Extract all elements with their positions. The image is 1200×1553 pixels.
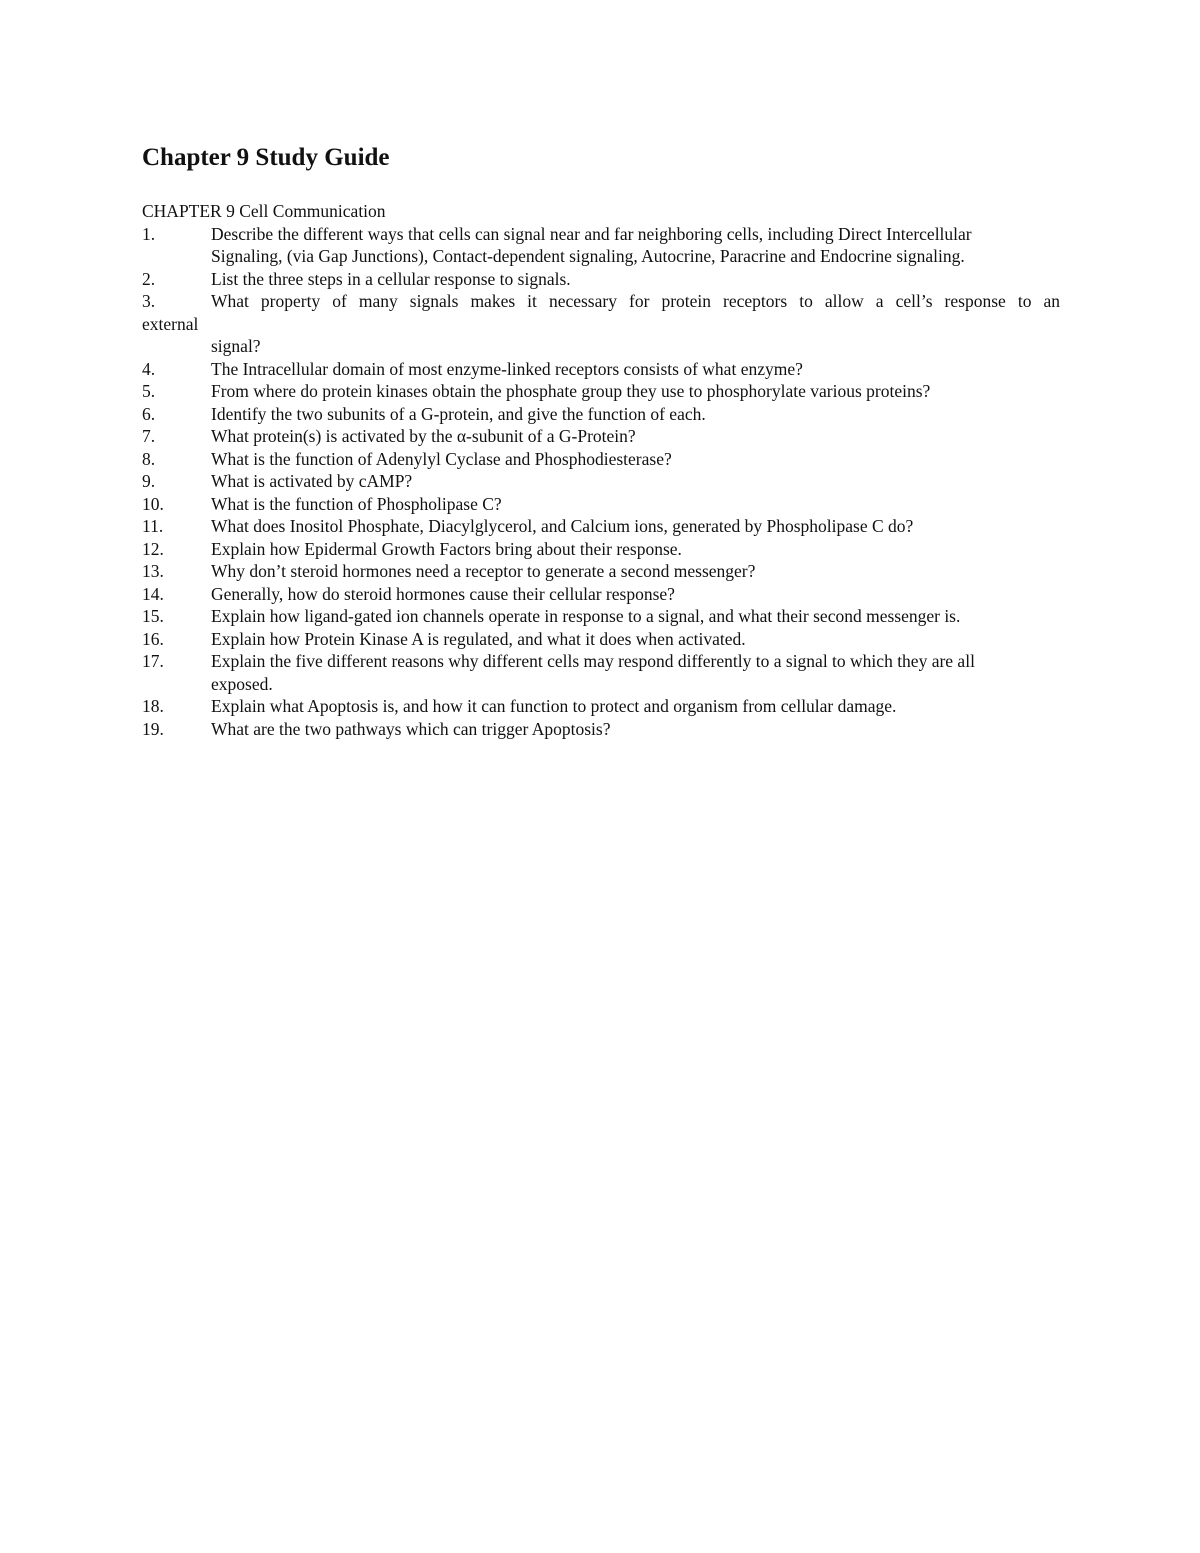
question-item-10 (142, 493, 1060, 516)
question-number: 18. (142, 696, 164, 716)
question-item-18 (142, 695, 1060, 718)
question-text: List the three steps in a cellular response to signals. (211, 268, 571, 289)
question-text: What does Inositol Phosphate, Diacylglycerol, and Calcium ions, generated by Phospholipase C do? (211, 516, 914, 536)
question-number: 8. (142, 448, 156, 469)
question-list (142, 223, 1060, 741)
question-item-3 (142, 290, 1060, 358)
question-text: Explain how ligand-gated ion channels operate in response to a signal, and what their second messenger is. (211, 606, 961, 626)
question-text: What protein(s) is activated by the α-subunit of a G-Protein? (211, 426, 636, 446)
question-number: 10. (142, 493, 164, 514)
question-item-1 (142, 223, 1060, 268)
question-number: 15. (142, 606, 164, 626)
question-item-15 (142, 605, 1060, 628)
question-text: The Intracellular domain of most enzyme-linked receptors consists of what enzyme? (211, 358, 803, 379)
question-text: What are the two pathways which can trigger Apoptosis? (211, 718, 611, 739)
question-number: 13. (142, 561, 164, 581)
question-number: 11. (142, 516, 164, 536)
question-text: Explain how Epidermal Growth Factors bring about their response. (211, 538, 682, 559)
question-item-16 (142, 628, 1060, 651)
question-number: 17. (142, 651, 164, 671)
question-item-19 (142, 718, 1060, 741)
question-text: Why don’t steroid hormones need a receptor to generate a second messenger? (211, 561, 756, 581)
question-text: What property of many signals makes it necessary for protein receptors to allow a cell’s response to an (211, 291, 1060, 311)
question-number: 14. (142, 583, 164, 604)
question-number: 5. (142, 381, 156, 401)
question-number: 1. (142, 223, 156, 244)
question-text: Explain how Protein Kinase A is regulated, and what it does when activated. (211, 628, 746, 649)
question-text: What is the function of Adenylyl Cyclase and Phosphodiesterase? (211, 448, 672, 469)
question-text-wrap: external (142, 313, 199, 334)
question-text: From where do protein kinases obtain the phosphate group they use to phosphorylate various proteins? (211, 381, 931, 401)
question-text-continued: signal? (211, 336, 261, 356)
question-text: Describe the different ways that cells can signal near and far neighboring cells, including Direct Intercellular (211, 223, 972, 244)
question-item-13 (142, 560, 1060, 583)
question-number: 3. (142, 291, 156, 311)
question-text: Explain what Apoptosis is, and how it can function to protect and organism from cellular damage. (211, 696, 897, 716)
question-item-14 (142, 583, 1060, 606)
question-number: 6. (142, 403, 156, 424)
question-item-2 (142, 268, 1060, 291)
question-text: What is activated by cAMP? (211, 471, 413, 491)
question-item-8 (142, 448, 1060, 471)
question-text: What is the function of Phospholipase C? (211, 493, 502, 514)
question-number: 9. (142, 471, 156, 491)
question-number: 2. (142, 268, 156, 289)
question-text: Generally, how do steroid hormones cause their cellular response? (211, 583, 675, 604)
question-text-continued: Signaling, (via Gap Junctions), Contact-dependent signaling, Autocrine, Paracrine and Endocrine signaling. (211, 246, 965, 266)
question-item-6 (142, 403, 1060, 426)
question-text: Identify the two subunits of a G-protein, and give the function of each. (211, 403, 706, 424)
page-title: Chapter 9 Study Guide (142, 144, 390, 171)
question-item-17 (142, 650, 1060, 695)
question-text: Explain the five different reasons why different cells may respond differently to a signal to which they are all (211, 651, 975, 671)
question-item-11 (142, 515, 1060, 538)
question-number: 12. (142, 538, 164, 559)
question-number: 16. (142, 628, 164, 649)
question-item-7 (142, 425, 1060, 448)
question-text-continued: exposed. (211, 673, 273, 694)
question-number: 19. (142, 718, 164, 739)
chapter-subheading: CHAPTER 9 Cell Communication (142, 201, 386, 221)
question-number: 4. (142, 358, 156, 379)
question-item-9 (142, 470, 1060, 493)
question-item-5 (142, 380, 1060, 403)
question-item-4 (142, 358, 1060, 381)
question-number: 7. (142, 426, 156, 446)
question-item-12 (142, 538, 1060, 561)
